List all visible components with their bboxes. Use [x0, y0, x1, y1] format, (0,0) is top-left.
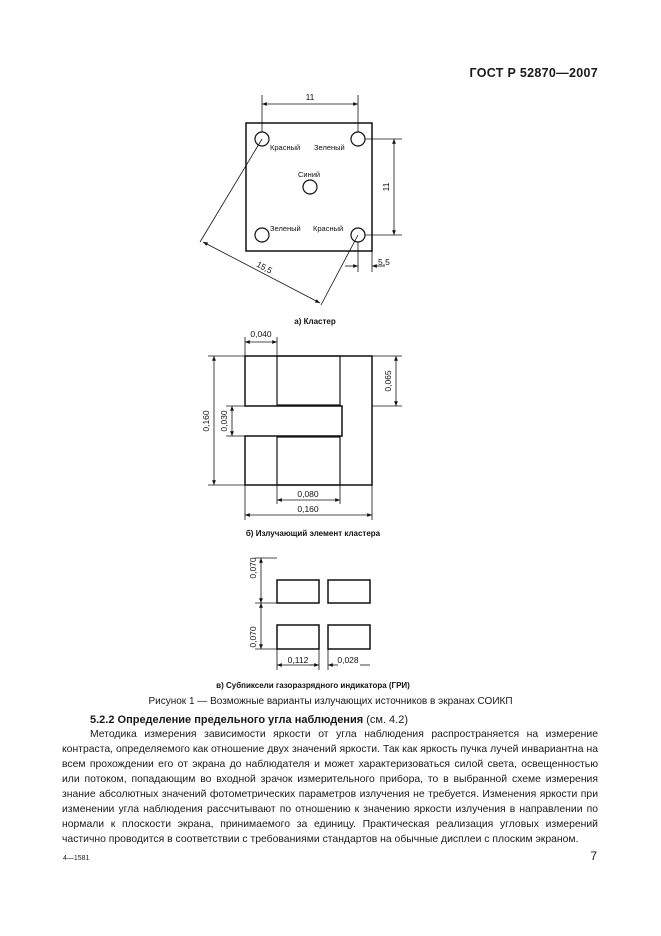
dim-b-080: 0,080 — [297, 489, 319, 499]
led-blue — [303, 180, 317, 194]
dim-a-diag: 15,5 — [254, 259, 275, 276]
cluster-frame — [246, 123, 372, 251]
element-window-top — [277, 356, 340, 405]
subpixel-3 — [277, 625, 319, 649]
caption-c: в) Субпиксели газоразрядного индикатора (ГРИ) — [216, 681, 410, 690]
label-green-top: Зеленый — [314, 143, 345, 152]
print-code: 4—1581 — [63, 855, 90, 862]
section-heading — [90, 714, 408, 726]
figure-a-cluster — [200, 95, 402, 305]
dim-a-right: 11 — [381, 182, 391, 192]
section-ref: (см. 4.2) — [363, 714, 408, 726]
label-green-bottom: Зеленый — [270, 224, 301, 233]
caption-b: б) Излучающий элемент кластера — [245, 529, 381, 538]
figure-title: Рисунок 1 — Возможные варианты излучающих источников в экранах СОИКП — [148, 696, 513, 707]
led-green-top — [351, 132, 365, 146]
subpixel-4 — [328, 625, 370, 649]
dim-c-112: 0,112 — [287, 655, 309, 665]
dim-b-040: 0,040 — [250, 329, 272, 339]
section-body: Методика измерения зависимости яркости от угла наблюдения распространяется на измерение контраста, определяемого как отношение двух значений яркости. Так как яркость пучка лучей инвариантна на всем прохождении его от экрана до наблюдателя и может характеризоваться силой света, освещенностью или потоком, попадающим во входной зрачок измерительного прибора, то в выбранной схеме измерения знание абсолютных значений фотометрических параметров излучения не требуется. Изменения яркости при изменении угла наблюдения рассчитывают по отношению к значению яркости излучения в направлении по нормали к плоскости экрана, принимаемого за единицу. Практическая реализация угловых измерений частично проводится в соответствии с требованиями стандартов на обычные дисплеи с плоским экраном. — [62, 729, 598, 845]
element-outline — [245, 356, 372, 485]
dim-a-top: 11 — [305, 92, 315, 102]
subpixel-1 — [277, 580, 319, 603]
dim-b-030: 0,030 — [219, 410, 229, 432]
label-blue: Синий — [298, 170, 321, 179]
page-number: 7 — [590, 849, 597, 863]
label-red-bottom: Красный — [313, 224, 344, 233]
figure-c-subpixels — [255, 558, 370, 670]
caption-a: а) Кластер — [294, 317, 336, 326]
dim-c-070-bottom: 0,070 — [248, 626, 258, 648]
dim-c-028: 0,028 — [337, 655, 359, 665]
label-red-top: Красный — [270, 143, 301, 152]
dim-a-small: 5,5 — [378, 257, 390, 267]
document-header: ГОСТ Р 52870—2007 — [469, 66, 598, 80]
dim-b-160-bottom: 0,160 — [297, 504, 319, 514]
element-window-bottom — [277, 437, 340, 485]
dim-c-070-top: 0,070 — [248, 557, 258, 579]
dim-b-065: 0,065 — [383, 370, 393, 392]
led-green-bottom — [255, 228, 269, 242]
dim-b-160-left: 0,160 — [201, 410, 211, 432]
section-title: 5.2.2 Определение предельного угла наблюдения — [90, 714, 364, 726]
subpixel-2 — [328, 580, 370, 603]
